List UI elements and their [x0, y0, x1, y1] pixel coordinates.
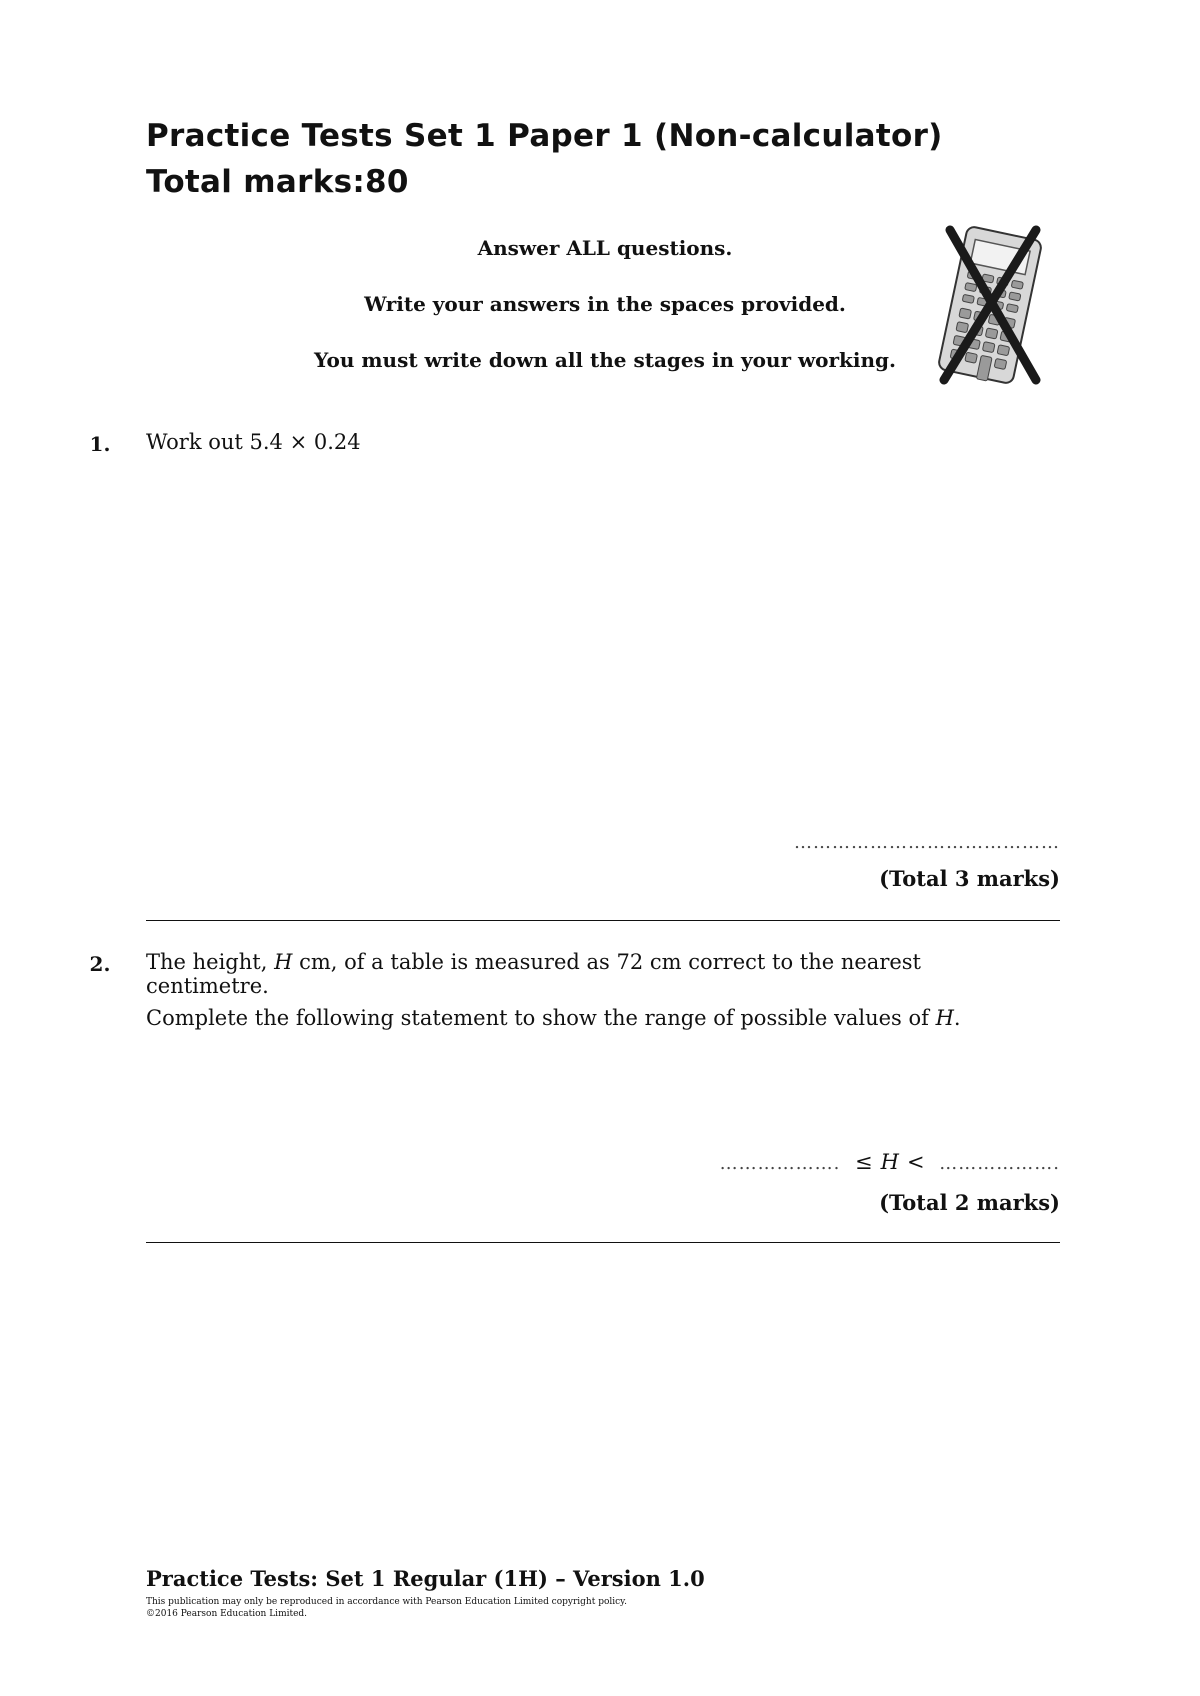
- le-symbol: ≤: [855, 1150, 873, 1174]
- lt-symbol: <: [906, 1150, 925, 1174]
- question-1-text: Work out 5.4 × 0.24: [146, 430, 361, 454]
- answer-upper-bound[interactable]: ……………….: [939, 1153, 1060, 1174]
- variable-h: H: [880, 1150, 899, 1174]
- no-calculator-icon: [932, 222, 1048, 388]
- divider: [146, 1242, 1060, 1243]
- total-marks-1: (Total 3 marks): [879, 866, 1060, 891]
- total-marks-2: (Total 2 marks): [879, 1190, 1060, 1215]
- question-number-1: 1.: [89, 432, 111, 456]
- question-number-2: 2.: [89, 952, 111, 976]
- footer-copyright-policy: This publication may only be reproduced in accordance with Pearson Education Limited copyright policy.: [146, 1597, 627, 1607]
- footer-title: Practice Tests: Set 1 Regular (1H) – Version 1.0: [146, 1566, 705, 1591]
- question-2-instruction: Complete the following statement to show the range of possible values of H.: [146, 1006, 961, 1030]
- answer-lower-bound[interactable]: ……………….: [719, 1153, 841, 1174]
- footer-copyright: ©2016 Pearson Education Limited.: [146, 1609, 308, 1619]
- instruction-3: You must write down all the stages in your working.: [314, 348, 896, 372]
- page-title: Practice Tests Set 1 Paper 1 (Non-calculator): [146, 118, 943, 154]
- inequality-answer: [720, 1150, 1060, 1174]
- total-marks: Total marks:80: [146, 164, 409, 200]
- question-2-text: The height, H cm, of a table is measured as 72 cm correct to the nearest centimetre.: [146, 950, 921, 998]
- instruction-2: Write your answers in the spaces provided.: [364, 292, 846, 316]
- divider: [146, 920, 1060, 921]
- answer-line-1[interactable]: ……………………………………: [794, 832, 1060, 853]
- instruction-1: Answer ALL questions.: [477, 236, 733, 260]
